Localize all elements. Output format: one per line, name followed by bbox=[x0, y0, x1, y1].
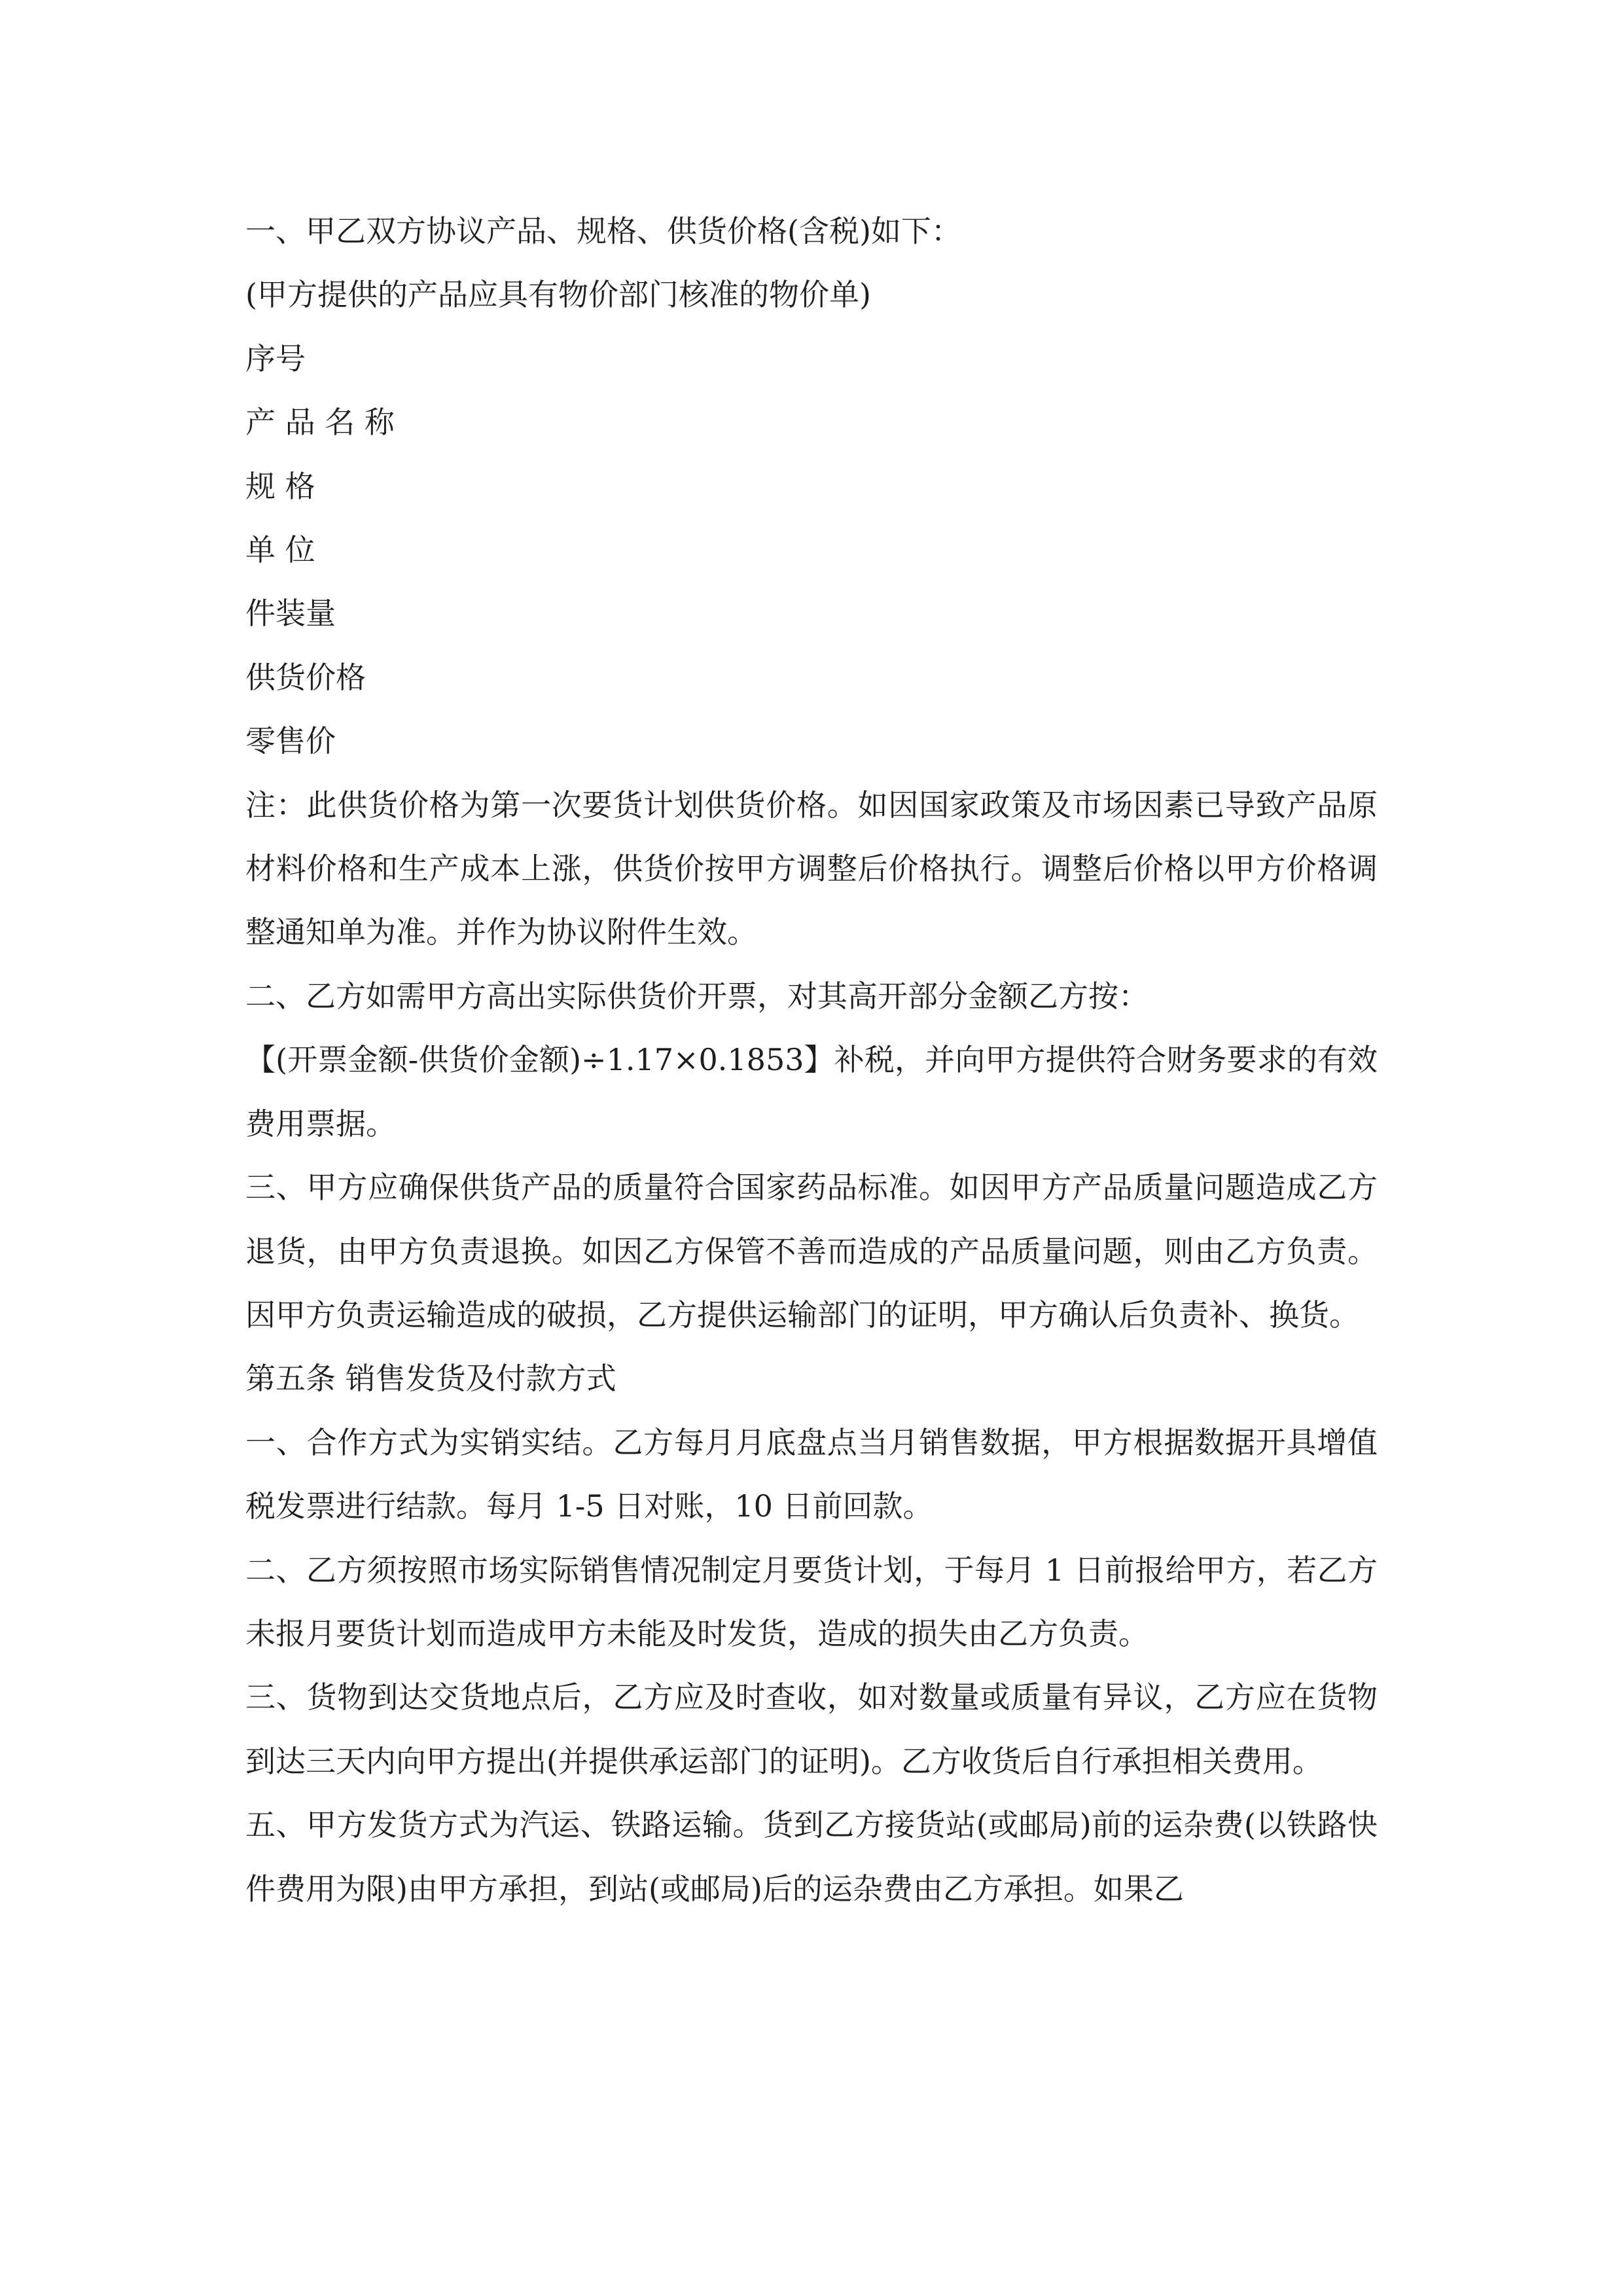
column-label-serial: 序号 bbox=[245, 340, 306, 376]
clause-shipping-paragraph: 五、甲方发货方式为汽运、铁路运输。货到乙方接货站(或邮局)前的运杂费(以铁路快件费用为限)由甲方承担，到站(或邮局)后的运杂费由乙方承担。如果乙 bbox=[245, 1807, 1378, 1907]
price-note-paragraph: 注：此供货价格为第一次要货计划供货价格。如因国家政策及市场因素已导致产品原材料价格和生产成本上涨，供货价按甲方调整后价格执行。调整后价格以甲方价格调整通知单为准。并作为协议附件生效。 bbox=[245, 787, 1378, 950]
clause-settlement-paragraph: 一、合作方式为实销实结。乙方每月月底盘点当月销售数据，甲方根据数据开具增值税发票进行结款。每月 1-5 日对账，10 日前回款。 bbox=[245, 1424, 1378, 1524]
column-label-retail-price: 零售价 bbox=[245, 723, 336, 759]
clause-order-plan-paragraph: 二、乙方须按照市场实际销售情况制定月要货计划，于每月 1 日前报给甲方，若乙方未报月要货计划而造成甲方未能及时发货，造成的损失由乙方负责。 bbox=[245, 1552, 1378, 1651]
column-label-spec: 规 格 bbox=[245, 468, 315, 504]
column-label-supply-price: 供货价格 bbox=[245, 659, 366, 695]
clause-products-heading: 一、甲乙双方协议产品、规格、供货价格(含税)如下： bbox=[245, 213, 961, 249]
column-label-pack-qty: 件装量 bbox=[245, 596, 336, 632]
clause-quality-paragraph: 三、甲方应确保供货产品的质量符合国家药品标准。如因甲方产品质量问题造成乙方退货，由甲方负责退换。如因乙方保管不善而造成的产品质量问题，则由乙方负责。因甲方负责运输造成的破损，乙方提供运输部门的证明，甲方确认后负责补、换货。 bbox=[245, 1170, 1378, 1333]
tax-formula-paragraph: 【(开票金额-供货价金额)÷1.17×0.1853】补税，并向甲方提供符合财务要求的有效费用票据。 bbox=[245, 1042, 1378, 1141]
column-label-unit: 单 位 bbox=[245, 532, 315, 568]
clause-invoice-paragraph: 二、乙方如需甲方高出实际供货价开票，对其高开部分金额乙方按： bbox=[245, 978, 1149, 1014]
clause-products-note: (甲方提供的产品应具有物价部门核准的物价单) bbox=[245, 277, 871, 313]
clause-receiving-paragraph: 三、货物到达交货地点后，乙方应及时查收，如对数量或质量有异议，乙方应在货物到达三天内向甲方提出(并提供承运部门的证明)。乙方收货后自行承担相关费用。 bbox=[245, 1679, 1378, 1779]
document-body bbox=[245, 200, 1378, 1921]
column-label-product-name: 产 品 名 称 bbox=[245, 404, 395, 440]
article-five-heading: 第五条 销售发货及付款方式 bbox=[245, 1361, 616, 1397]
